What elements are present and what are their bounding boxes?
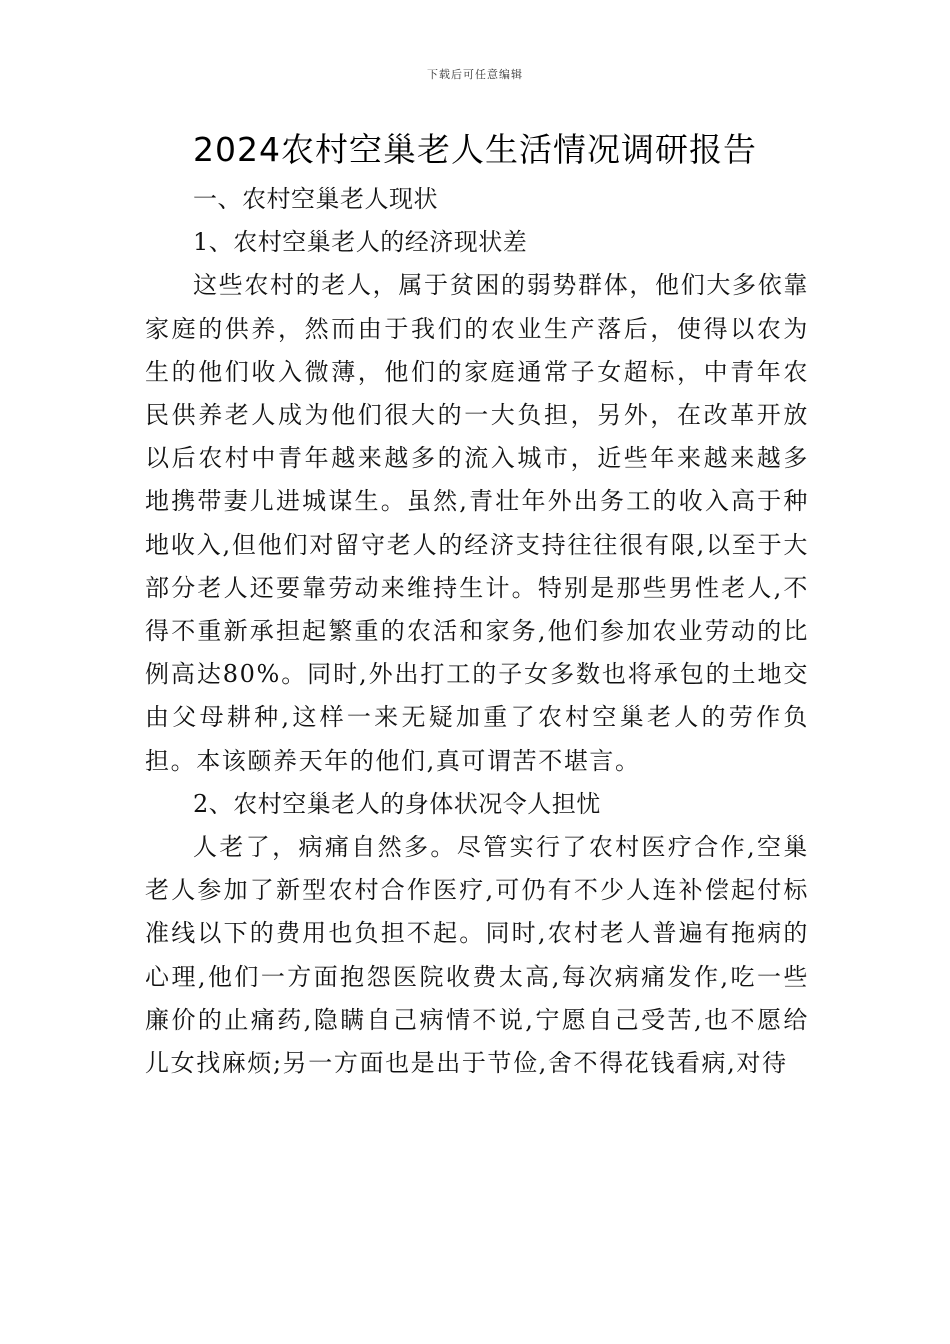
section-heading-status: 一、农村空巢老人现状 xyxy=(193,185,438,213)
paragraph-health: 人老了，病痛自然多。尽管实行了农村医疗合作,空巢老人参加了新型农村合作医疗,可仍有不少人连补偿起付标准线以下的费用也负担不起。同时,农村老人普遍有拖病的心理,他们一方面抱怨医院收费太高,每次病痛发作,吃一些廉价的止痛药,隐瞒自己病情不说,宁愿自己受苦,也不愿给儿女找麻烦;另一方面也是出于节俭,舍不得花钱看病,对待 xyxy=(145,833,809,1078)
subsection-heading-health: 2、农村空巢老人的身体状况令人担忧 xyxy=(193,789,601,818)
subsection-heading-economy: 1、农村空巢老人的经济现状差 xyxy=(193,228,528,257)
document-body xyxy=(145,178,809,1085)
paragraph-economy: 这些农村的老人，属于贫困的弱势群体，他们大多依靠家庭的供养，然而由于我们的农业生产落后，使得以农为生的他们收入微薄，他们的家庭通常子女超标，中青年农民供养老人成为他们很大的一大负担，另外，在改革开放以后农村中青年越来越多的流入城市，近些年来越来越多地携带妻儿进城谋生。虽然,青壮年外出务工的收入高于种地收入,但他们对留守老人的经济支持往往很有限,以至于大部分老人还要靠劳动来维持生计。特别是那些男性老人,不得不重新承担起繁重的农活和家务,他们参加农业劳动的比例高达80%。同时,外出打工的子女多数也将承包的土地交由父母耕种,这样一来无疑加重了农村空巢老人的劳作负担。本该颐养天年的他们,真可谓苦不堪言。 xyxy=(145,271,809,775)
document-title: 2024农村空巢老人生活情况调研报告 xyxy=(193,130,757,169)
download-note: 下载后可任意编辑 xyxy=(427,68,523,81)
